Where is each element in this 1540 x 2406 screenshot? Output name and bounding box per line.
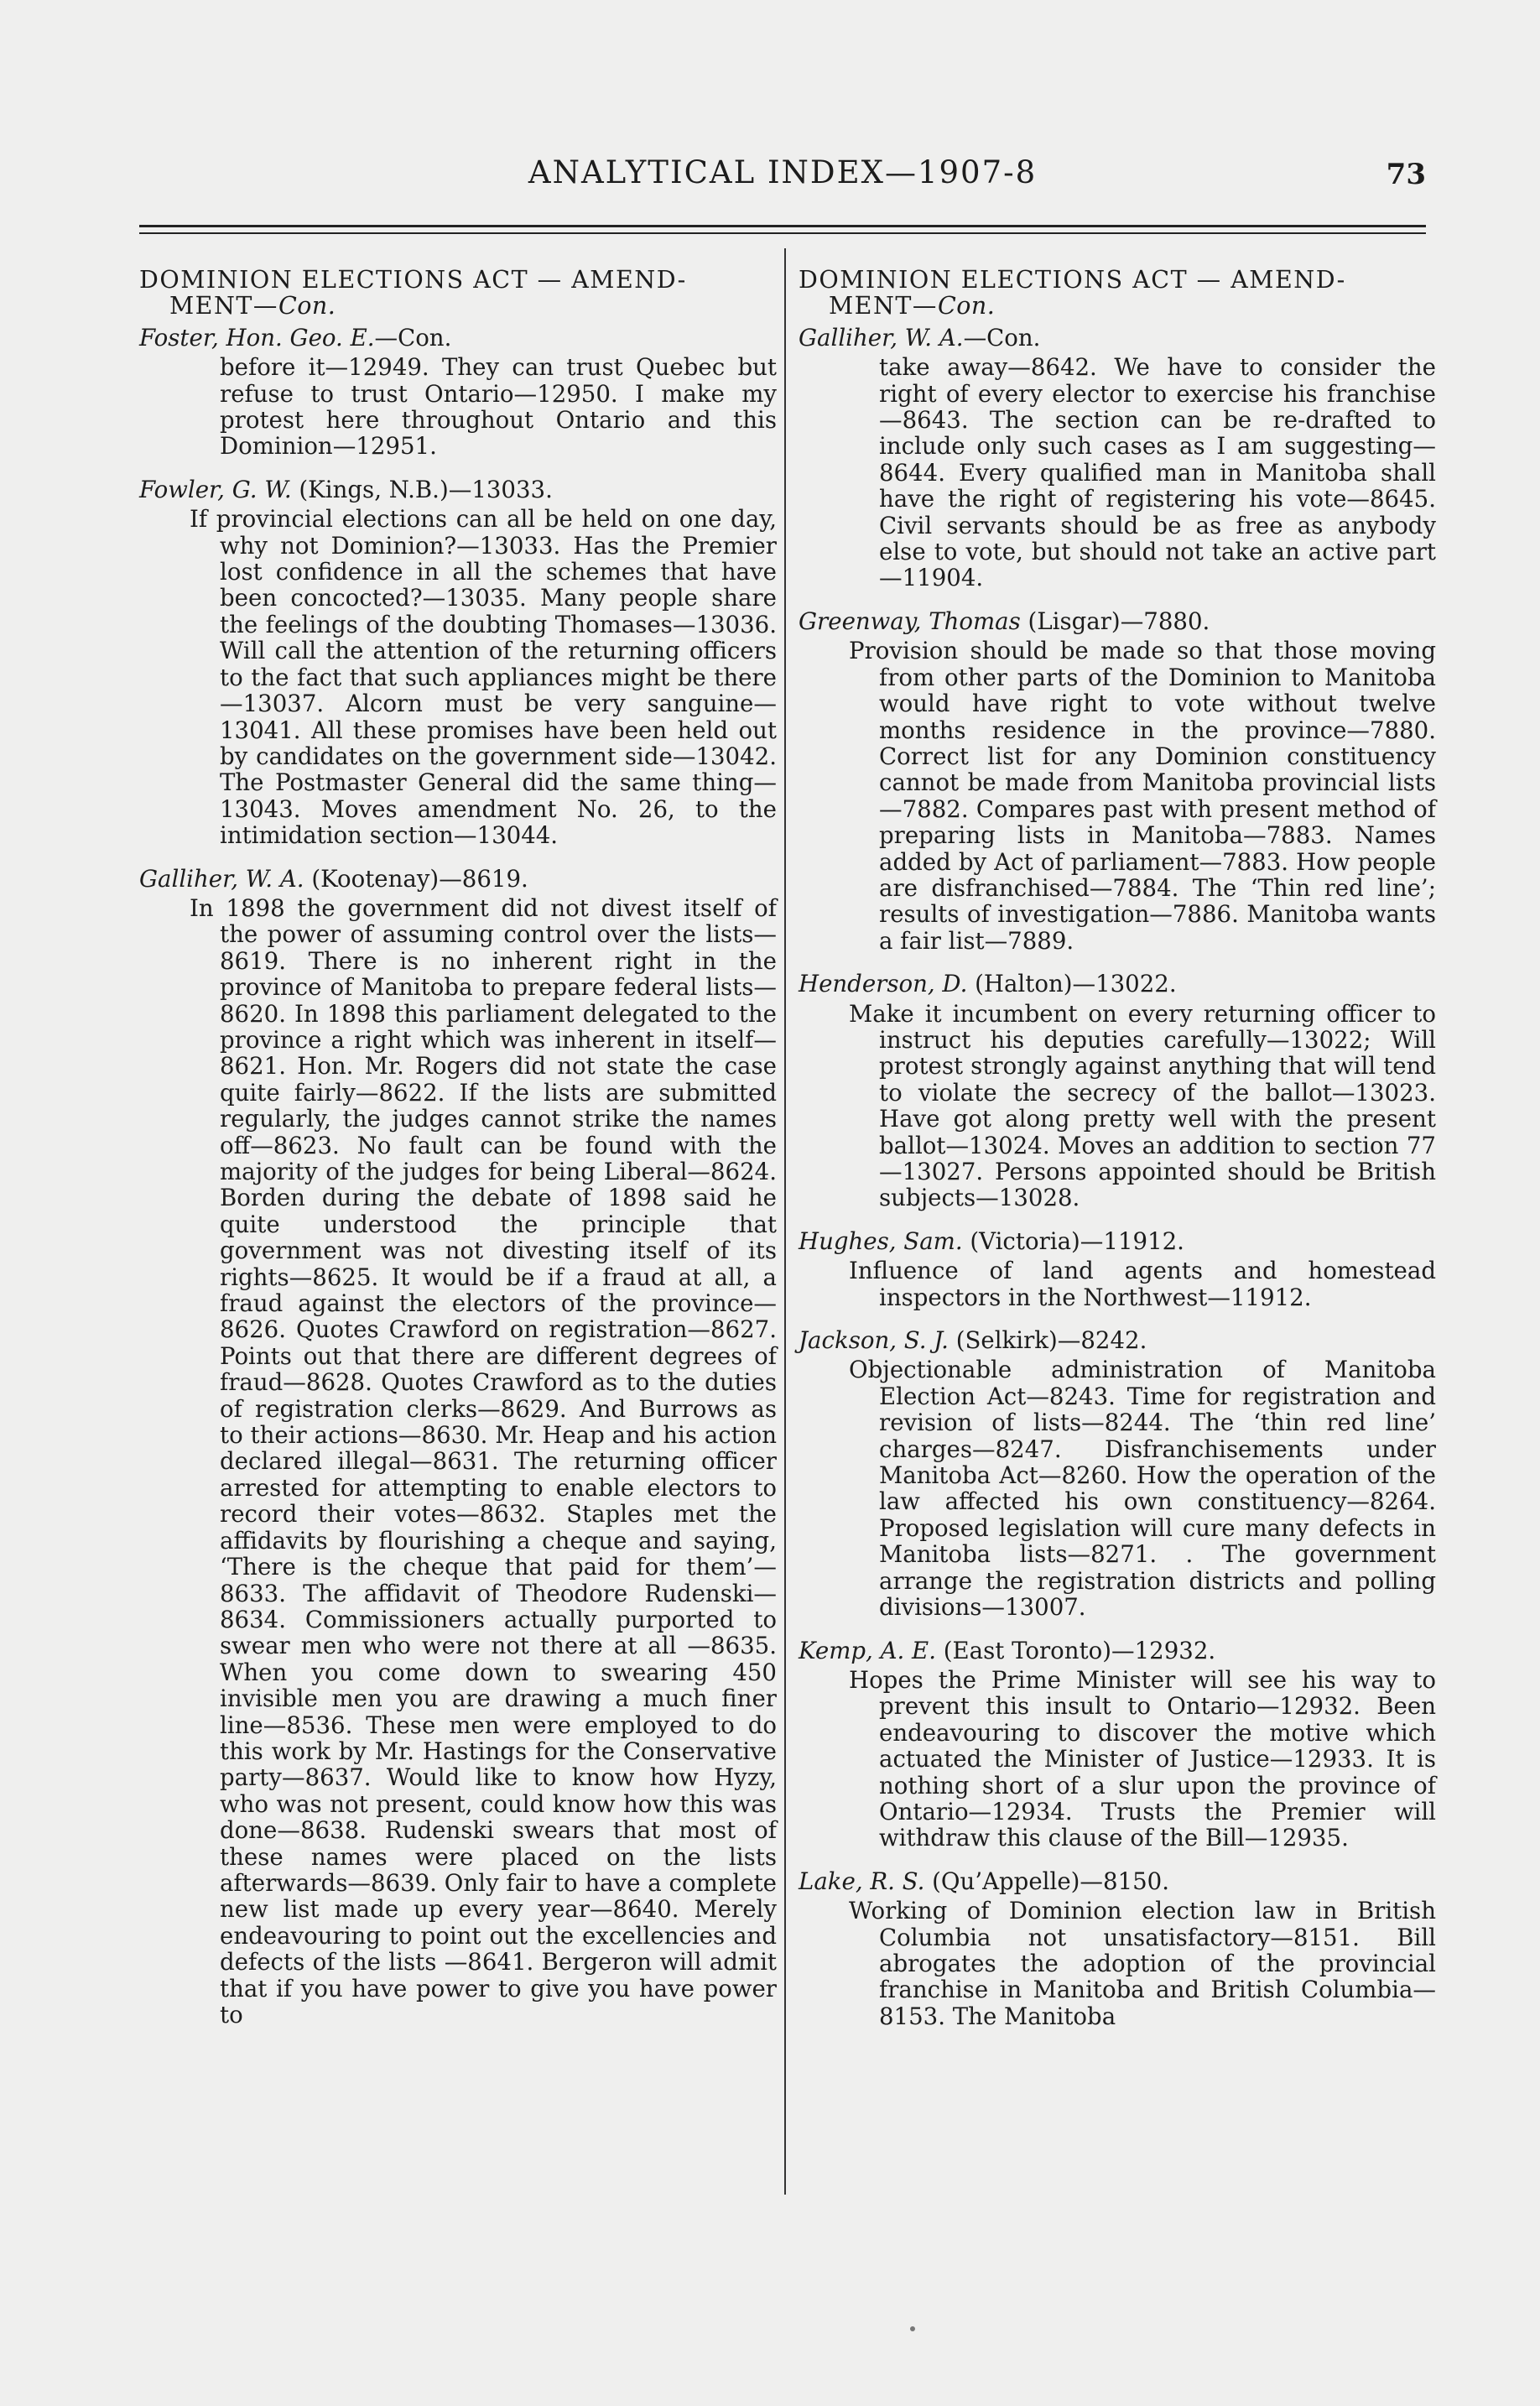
entry-heading xyxy=(799,1327,1436,1353)
entry-text: If provincial elections can all be held on one day, why not Dominion?—13033. Has the Premier lost confidence in all the schemes that have been concocted?—13035. Many people share the feelings of the doubting Thomases—13036. Will call the attention of the returning officers to the fact that such appliances might be there—13037. Alcorn must be very sanguine—13041. All these promises have been held out by candidates on the government side—13042. The Postmaster General did the same thing—13043. Moves amendment No. 26, to the intimidation section—13044. xyxy=(190,505,777,850)
entry-reference: (Qu’Appelle)—8150. xyxy=(924,1867,1170,1895)
header-rule-thin xyxy=(139,232,1426,234)
entry-heading xyxy=(799,1228,1436,1254)
index-entry xyxy=(799,608,1436,954)
entry-text: Make it incumbent on every returning officer to instruct his deputies carefully—13022; Will protest strongly against anything that will tend to violate the secrecy of the ballot—13023. Have got along pretty well with the present ballot—13024. Moves an addition to section 77 —13027. Persons appointed should be British subjects—13028. xyxy=(849,999,1436,1212)
member-name: Greenway, Thomas xyxy=(799,607,1021,635)
right-entries xyxy=(799,325,1436,2029)
entry-text: before it—12949. They can trust Quebec but refuse to trust Ontario—12950. I make my protest here throughout Ontario and this Dominion—12951. xyxy=(220,353,777,461)
member-name: Henderson, D. xyxy=(799,970,968,998)
header-rule-thick xyxy=(139,225,1426,227)
entry-reference: (Selkirk)—8242. xyxy=(948,1326,1147,1355)
entry-text: Provision should be made so that those moving from other parts of the Dominion to Manitoba would have right to vote without twelve months residence in the province—7880. Correct list for any Dominion constituency cannot be made from Manitoba provincial lists—7882. Compares past with present method of preparing lists in Manitoba—7883. Names added by Act of parliament—7883. How people are disfranchised—7884. The ‘Thin red line’; results of investigation—7886. Manitoba wants a fair list—7889. xyxy=(849,637,1436,955)
index-entry xyxy=(139,866,777,2028)
entry-heading xyxy=(799,325,1436,351)
index-entry xyxy=(799,1228,1436,1310)
column-divider xyxy=(784,248,786,2195)
member-name: Kemp, A. E. xyxy=(799,1636,936,1664)
entry-reference: —Con. xyxy=(963,323,1041,352)
entry-heading xyxy=(139,477,777,503)
left-entries xyxy=(139,325,777,2028)
running-head: ANALYTICAL INDEX—1907-8 xyxy=(528,154,1038,190)
index-entry xyxy=(799,1638,1436,1851)
entry-heading xyxy=(139,866,777,892)
index-entry xyxy=(799,325,1436,591)
entry-heading xyxy=(799,1868,1436,1894)
index-entry xyxy=(139,477,777,849)
entry-reference: (Kootenay)—8619. xyxy=(304,864,528,893)
member-name: Foster, Hon. Geo. E. xyxy=(139,323,375,352)
member-name: Jackson, S. J. xyxy=(799,1326,949,1355)
entry-heading xyxy=(799,1638,1436,1664)
entry-reference: (Victoria)—11912. xyxy=(962,1226,1184,1255)
index-entry xyxy=(799,1327,1436,1620)
right-column xyxy=(799,267,1436,2046)
index-entry xyxy=(799,1868,1436,2029)
footer-mark xyxy=(910,2326,915,2331)
right-column-heading: DOMINION ELECTIONS ACT — AMEND- MENT—Con. xyxy=(799,266,1346,320)
entry-heading xyxy=(799,971,1436,997)
member-name: Lake, R. S. xyxy=(799,1867,925,1895)
entry-reference: (Kings, N.B.)—13033. xyxy=(291,475,553,503)
member-name: Galliher, W. A. xyxy=(139,864,304,893)
member-name: Galliher, W. A. xyxy=(799,323,964,352)
left-column xyxy=(139,267,777,2044)
index-entry xyxy=(139,325,777,460)
index-entry xyxy=(799,971,1436,1211)
entry-text: Hopes the Prime Minister will see his way to prevent this insult to Ontario—12932. Been endeavouring to discover the motive which actuated the Minister of Justice—12933. It is nothing short of a slur upon the province of Ontario—12934. Trusts the Premier will withdraw this clause of the Bill—12935. xyxy=(849,1665,1436,1852)
entry-reference: (East Toronto)—12932. xyxy=(935,1636,1216,1664)
member-name: Hughes, Sam. xyxy=(799,1226,963,1255)
entry-reference: (Halton)—13022. xyxy=(967,970,1177,998)
entry-text: In 1898 the government did not divest itself of the power of assuming control over the lists—8619. There is no inherent right in the province of Manitoba to prepare federal lists—8620. In 1898 this parliament delegated to the province a right which was inherent in itself—8621. Hon. Mr. Rogers did not state the case quite fairly—8622. If the lists are submitted regularly, the judges cannot strike the names off—8623. No fault can be found with the majority of the judges for being Liberal—8624. Borden during the debate of 1898 said he quite understood the principle that government was not divesting itself of its rights—8625. It would be if a fraud at all, a fraud against the electors of the province—8626. Quotes Crawford on registration—8627. Points out that there are different degrees of fraud—8628. Quotes Crawford as to the duties of registration clerks—8629. And Burrows as to their actions—8630. Mr. Heap and his action declared illegal—8631. The returning officer arrested for attempting to enable electors to record their votes—8632. Staples met the affidavits by flourishing a cheque and saying, ‘There is the cheque that paid for them’—8633. The affidavit of Theodore Rudenski—8634. Commissioners actually purported to swear men who were not there at all —8635. When you come down to swearing 450 invisible men you are drawing a much finer line—8536. These men were employed to do this work by Mr. Hastings for the Conservative party—8637. Would like to know how Hyzy, who was not present, could know how this was done—8638. Rudenski swears that most of these names were placed on the lists afterwards—8639. Only fair to have a complete new list made up every year—8640. Merely endeavouring to point out the excellencies and defects of the lists —8641. Bergeron will admit that if you have power to give you have power to xyxy=(190,893,777,2028)
page-number: 73 xyxy=(1386,158,1426,191)
entry-text: Influence of land agents and homestead inspectors in the Northwest—11912. xyxy=(849,1257,1436,1311)
entry-text: Working of Dominion election law in British Columbia not unsatisfactory—8151. Bill abrogates the adoption of the provincial franchise in Manitoba and British Columbia—8153. The Manitoba xyxy=(849,1897,1436,2030)
entry-text: Objectionable administration of Manitoba Election Act—8243. Time for registration and revision of lists—8244. The ‘thin red line’ charges—8247. Disfranchisements under Manitoba Act—8260. How the operation of the law affected his own constituency—8264. Proposed legislation will cure many defects in Manitoba lists—8271. . The government arrange the registration districts and polling divisions—13007. xyxy=(849,1356,1436,1622)
member-name: Fowler, G. W. xyxy=(139,475,292,503)
page-header xyxy=(139,153,1426,203)
entry-heading xyxy=(139,325,777,351)
entry-heading xyxy=(799,608,1436,634)
entry-reference: (Lisgar)—7880. xyxy=(1020,607,1210,635)
left-column-heading: DOMINION ELECTIONS ACT — AMEND- MENT—Con. xyxy=(139,266,687,320)
entry-reference: —Con. xyxy=(374,323,452,352)
entry-text: take away—8642. We have to consider the right of every elector to exercise his franchise—8643. The section can be re-drafted to include only such cases as I am suggesting—8644. Every qualified man in Manitoba shall have the right of registering his vote—8645. Civil servants should be as free as anybody else to vote, but should not take an active part—11904. xyxy=(879,353,1436,592)
